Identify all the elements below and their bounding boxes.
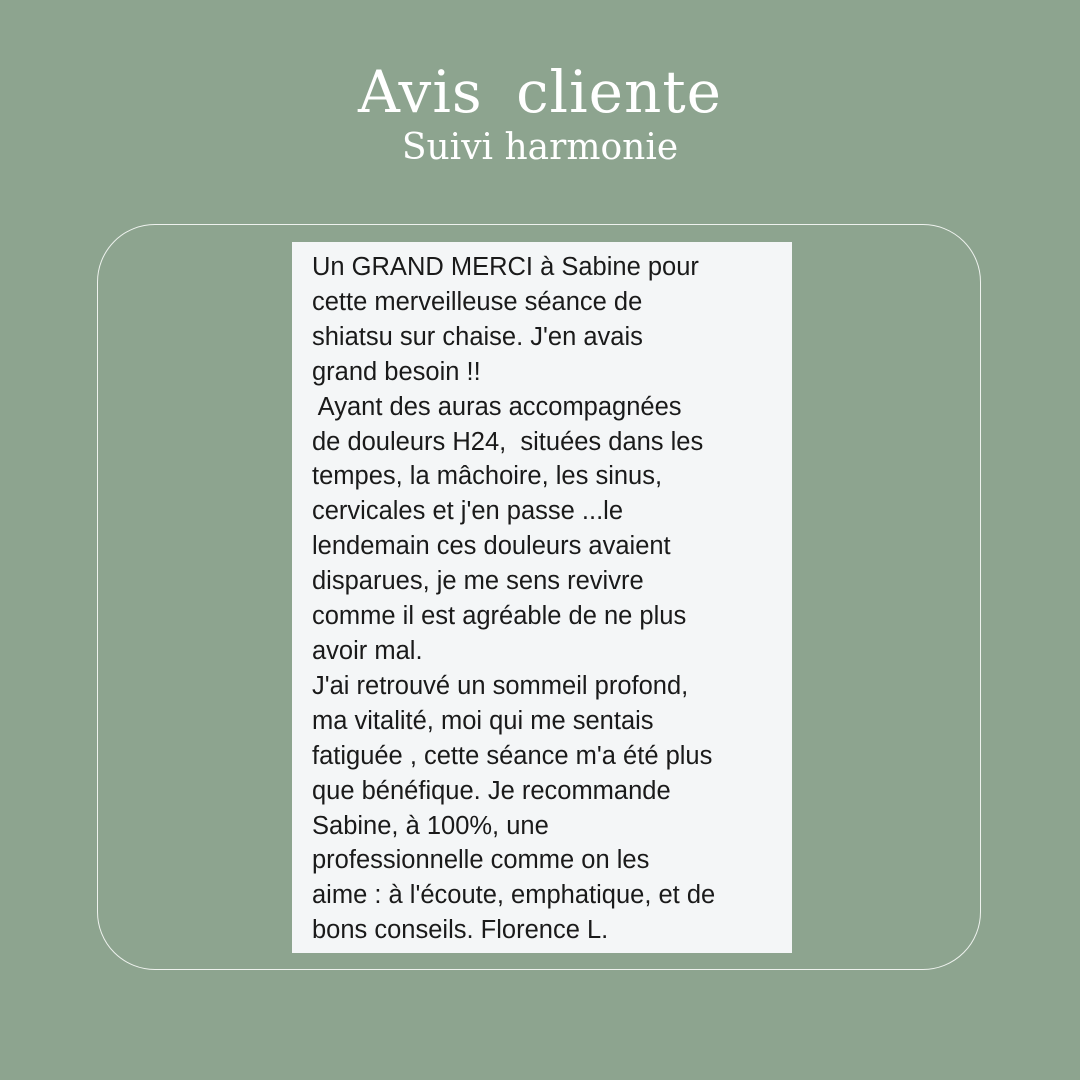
page-subtitle: Suivi harmonie [401,127,679,168]
review-card [292,242,792,953]
review-text: Un GRAND MERCI à Sabine pour cette merveilleuse séance de shiatsu sur chaise. J'en avais grand besoin !! Ayant des auras accompagnées de douleurs H24, situées dans les tempes, la mâchoire, les sinus, cervicales et j'en passe ...le lendemain ces douleurs avaient disparues, je me sens revivre comme il est agréable de ne plus avoir mal. J'ai retrouvé un sommeil profond, ma vitalité, moi qui me sentais fatiguée , cette séance m'a été plus que bénéfique. Je recommande Sabine, à 100%, une professionnelle comme on les aime : à l'écoute, emphatique, et de bons conseils. Florence L. [312,253,716,945]
page-title: Avis cliente [358,57,722,126]
